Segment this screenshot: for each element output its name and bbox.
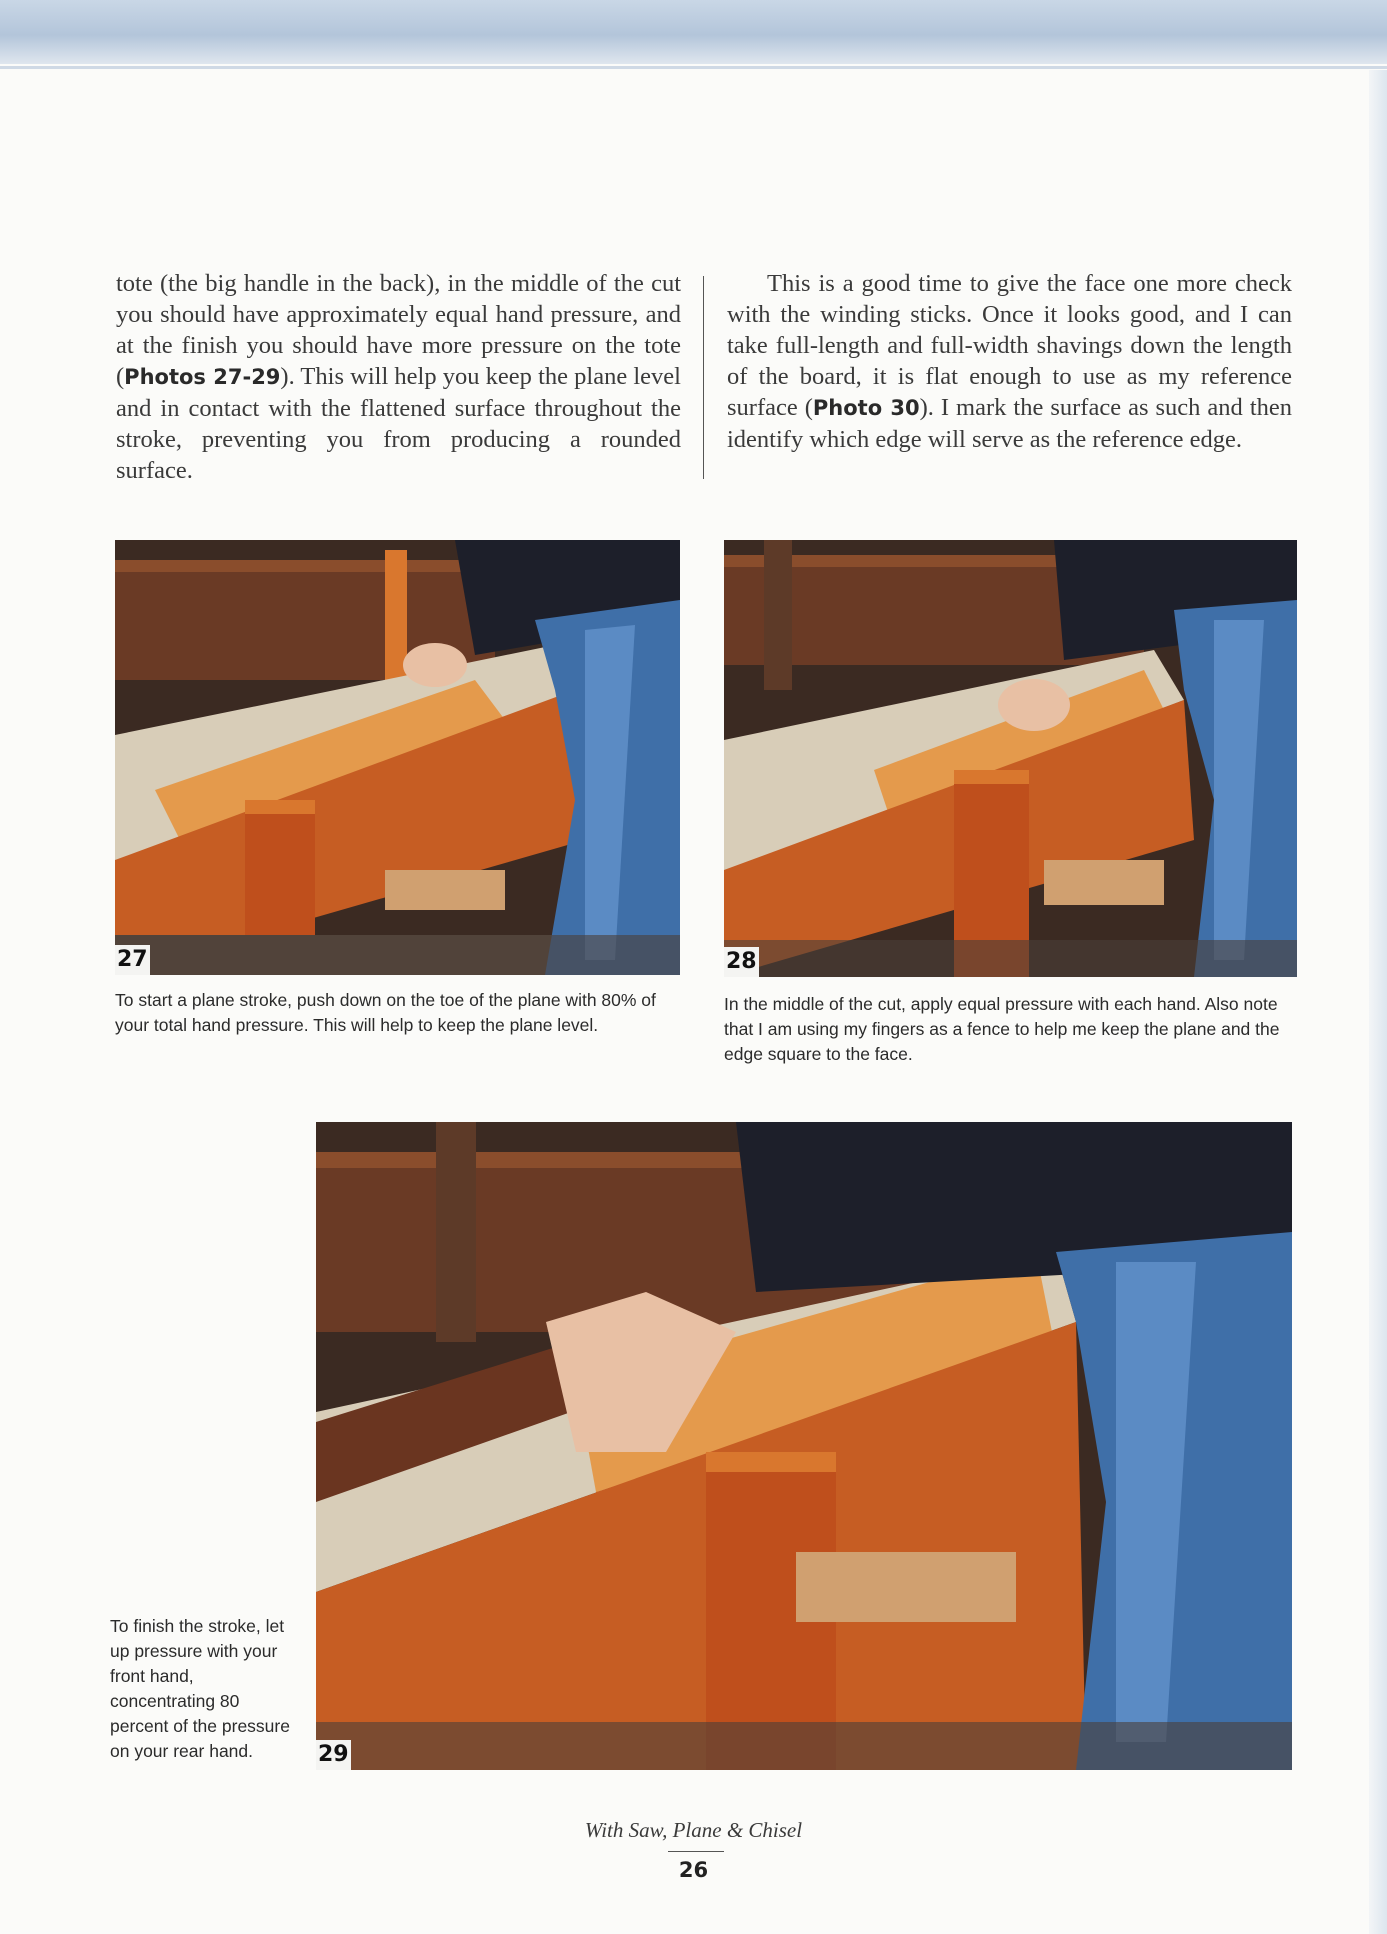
photo-29-image	[316, 1122, 1292, 1770]
caption-29: To finish the stroke, let up pressure with your front hand, concentrating 80 percent of the pressure on your rear hand.	[110, 1616, 290, 1761]
caption-27: To start a plane stroke, push down on the toe of the plane with 80% of your total hand pressure. This will help to keep the plane level.	[115, 990, 656, 1035]
photo-27	[115, 540, 680, 975]
header-band	[0, 0, 1387, 64]
photo-29	[316, 1122, 1292, 1770]
caption-28: In the middle of the cut, apply equal pressure with each hand. Also note that I am using my fingers as a fence to help me keep the plane and the edge square to the face.	[724, 994, 1280, 1064]
footer-rule	[668, 1851, 724, 1852]
photo-28-image	[724, 540, 1297, 977]
photo-28	[724, 540, 1297, 977]
photo-number-27: 27	[115, 945, 150, 975]
photo-27-image	[115, 540, 680, 975]
body-text-right-column: This is a good time to give the face one more check with the winding sticks. Once it looks good, and I can take full-length and full-width shavings down the length of the board, it is flat enough to use as my reference surface (Photo 30). I mark the surface as such and then identify which edge will serve as the reference edge.	[727, 270, 1293, 453]
page-number: 26	[678, 1858, 709, 1882]
photo-number-28: 28	[724, 947, 759, 977]
header-rule	[0, 66, 1387, 69]
body-text-left-column: tote (the big handle in the back), in the middle of the cut you should have approximately equal hand pressure, and at the finish you should have more pressure on the tote (Photos 27-29). This will help you keep the plane level and in contact with the flattened surface throughout the stroke, preventing you from producing a rounded surface.	[116, 270, 681, 484]
photo-number-29: 29	[316, 1740, 351, 1770]
column-divider	[703, 276, 704, 479]
page-edge-shadow	[1369, 70, 1387, 1934]
book-title: With Saw, Plane & Chisel	[584, 1818, 803, 1842]
